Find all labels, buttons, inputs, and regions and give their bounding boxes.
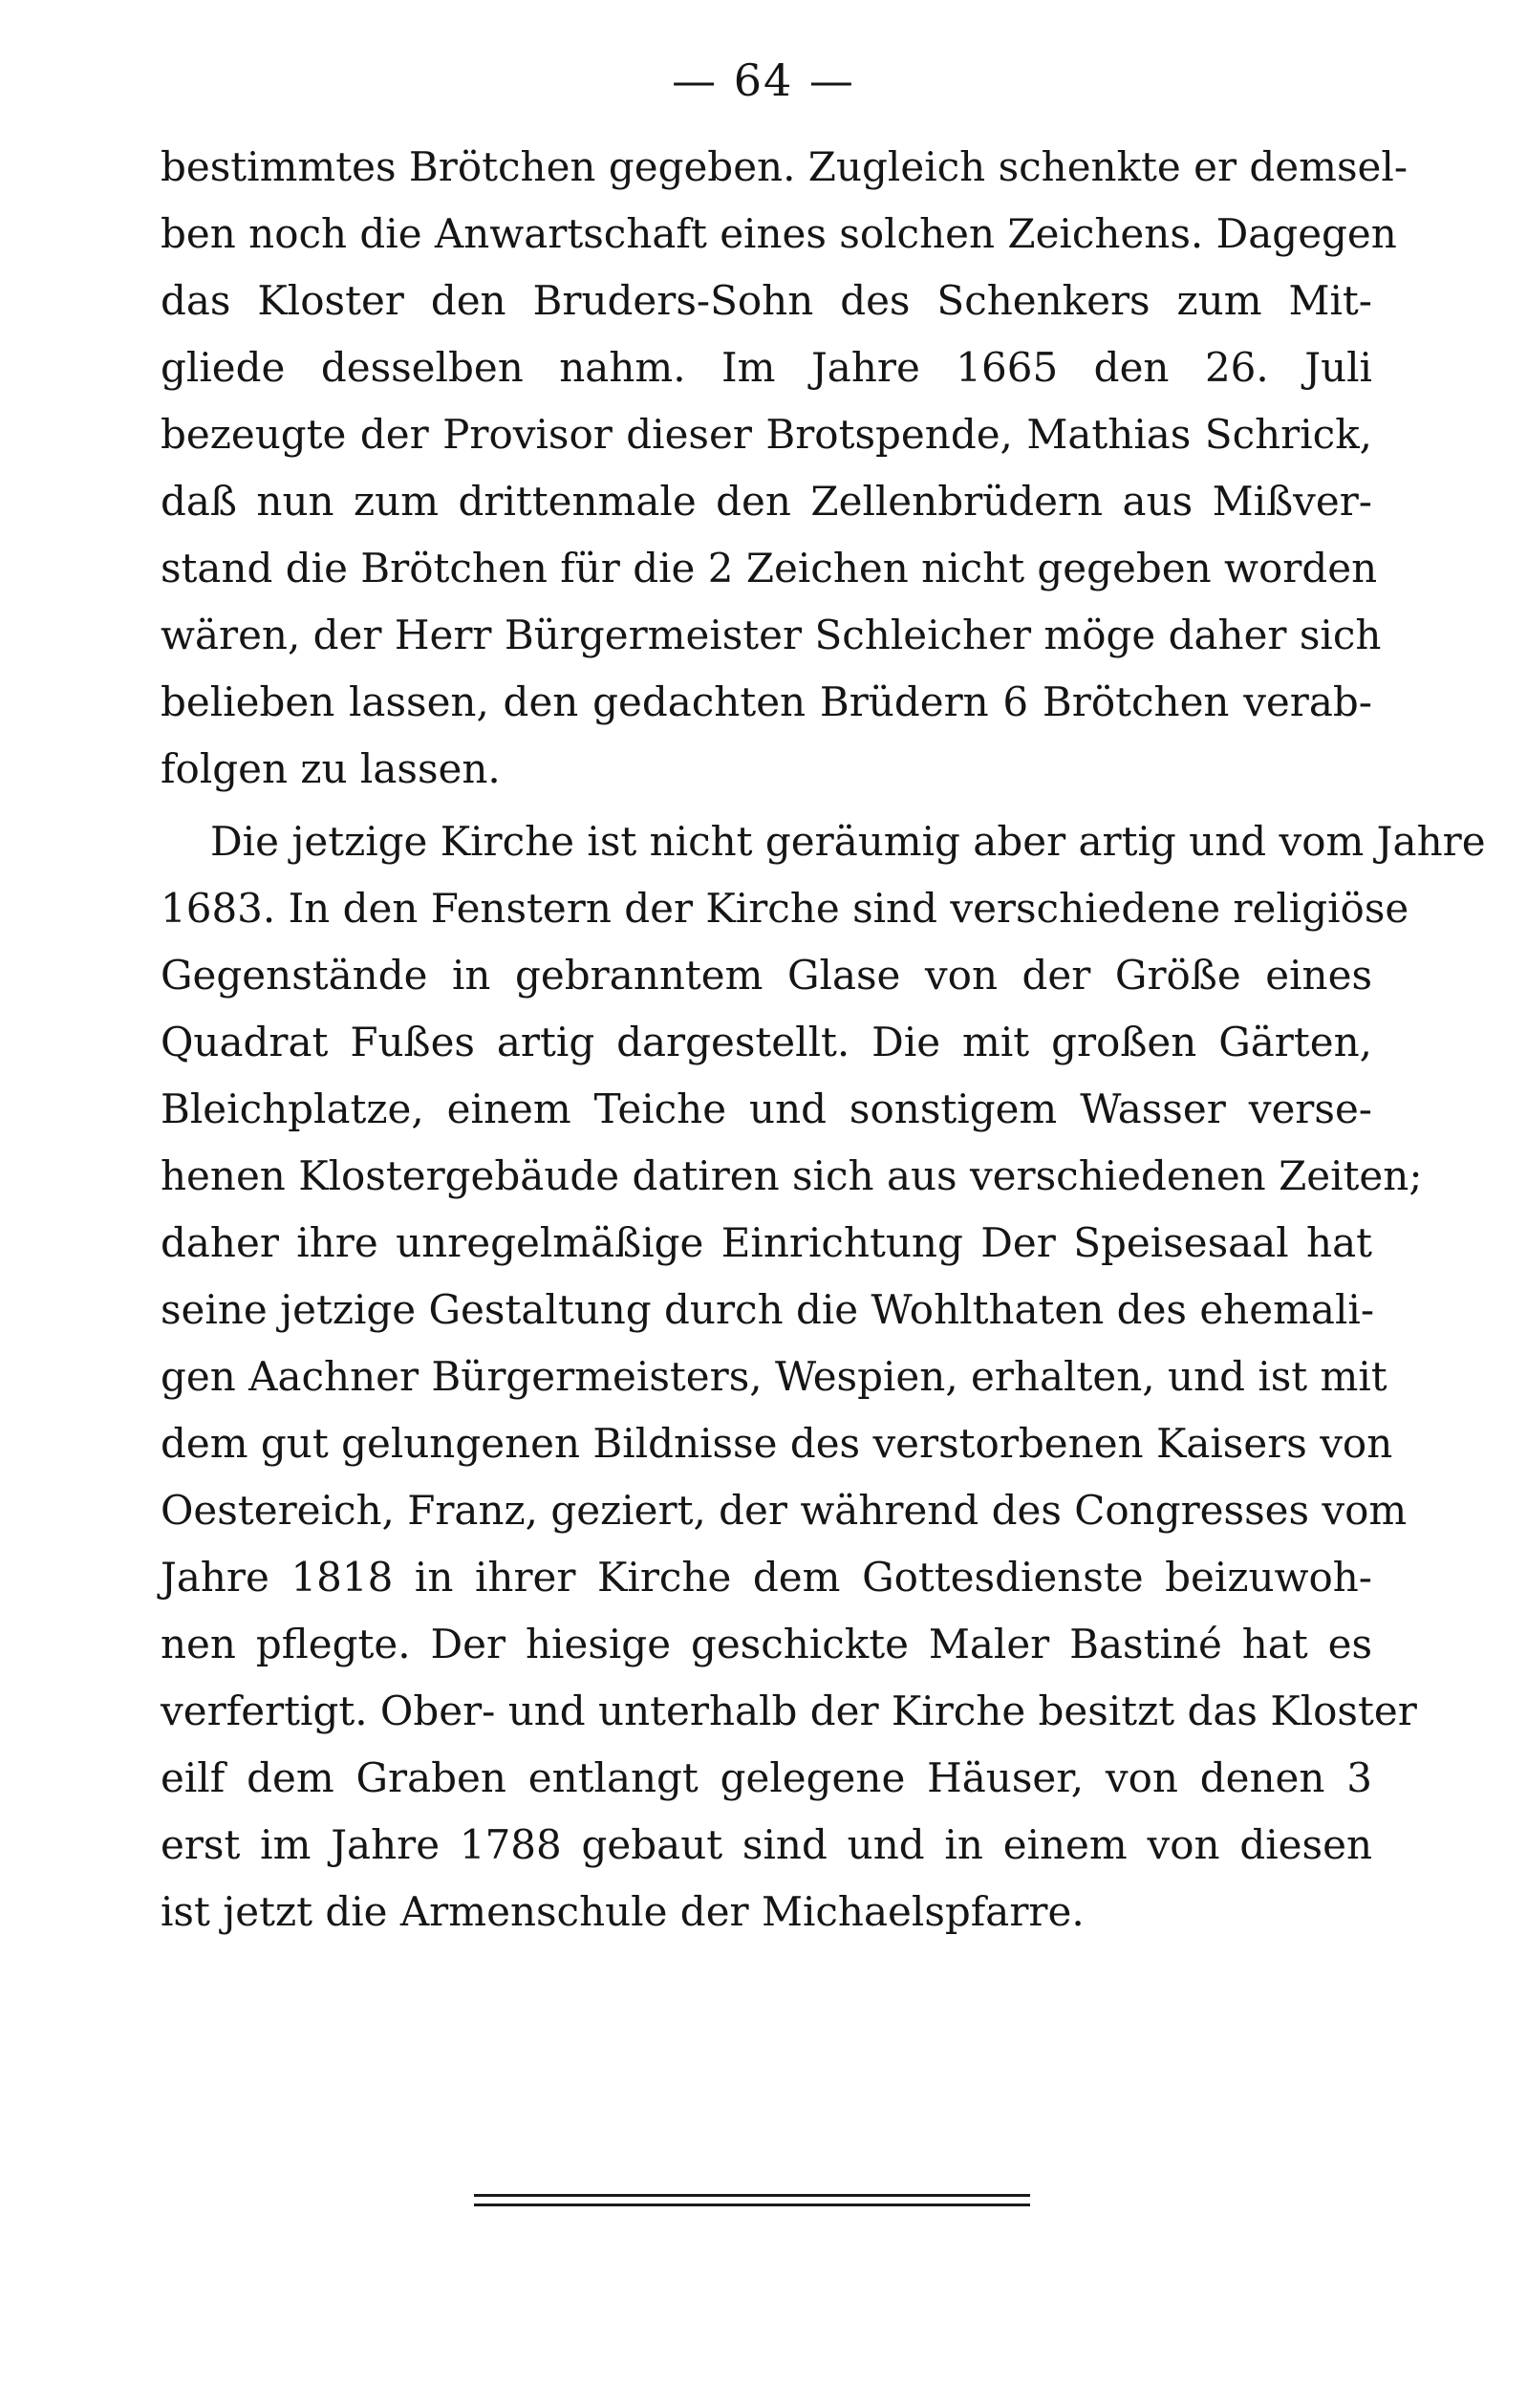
text-line: gen Aachner Bürgermeisters, Wespien, erhalten, und ist mit (161, 1353, 1387, 1400)
text-line: Die jetzige Kirche ist nicht geräumig aber artig und vom Jahre (210, 818, 1486, 865)
paragraph (161, 134, 1409, 803)
text-line: folgen zu lassen. (161, 745, 501, 792)
text-line: verfertigt. Ober- und unterhalb der Kirche besitzt das Kloster (161, 1688, 1417, 1734)
text-line: Jahre 1818 in ihrer Kirche dem Gottesdienste beizuwoh- (161, 1554, 1372, 1601)
text-line: dem gut gelungenen Bildnisse des verstorbenen Kaisers von (161, 1420, 1393, 1467)
text-line: bezeugte der Provisor dieser Brotspende, Mathias Schrick, (161, 411, 1372, 458)
text-line: henen Klostergebäude datiren sich aus verschiedenen Zeiten; (161, 1152, 1423, 1199)
text-line: erst im Jahre 1788 gebaut sind und in einem von diesen (161, 1821, 1372, 1868)
text-body (161, 134, 1486, 1946)
text-line: belieben lassen, den gedachten Brüdern 6 Brötchen verab- (161, 678, 1372, 725)
page-header (0, 42, 1527, 118)
text-line: Bleichplatze, einem Teiche und sonstigem Wasser verse- (161, 1086, 1372, 1132)
text-line: Quadrat Fußes artig dargestellt. Die mit großen Gärten, (161, 1019, 1372, 1065)
text-line: gliede desselben nahm. Im Jahre 1665 den 26. Juli (161, 344, 1372, 391)
text-line: Oestereich, Franz, geziert, der während des Congresses vom (161, 1487, 1408, 1534)
text-line: daher ihre unregelmäßige Einrichtung Der Speisesaal hat (161, 1219, 1372, 1266)
text-line: wären, der Herr Bürgermeister Schleicher möge daher sich (161, 612, 1382, 658)
page-number: — 64 — (672, 54, 855, 106)
text-line: Gegenstände in gebranntem Glase von der Größe eines (161, 952, 1372, 999)
text-line: ist jetzt die Armenschule der Michaelspfarre. (161, 1888, 1085, 1935)
text-line: das Kloster den Bruders-Sohn des Schenkers zum Mit- (161, 277, 1372, 324)
text-line: 1683. In den Fenstern der Kirche sind verschiedene religiöse (161, 885, 1409, 932)
text-line: bestimmtes Brötchen gegeben. Zugleich schenkte er demsel- (161, 143, 1409, 190)
text-line: stand die Brötchen für die 2 Zeichen nicht gegeben worden (161, 545, 1378, 591)
section-divider (474, 2194, 1030, 2197)
text-line: nen pflegte. Der hiesige geschickte Maler Bastiné hat es (161, 1621, 1372, 1667)
text-line: ben noch die Anwartschaft eines solchen Zeichens. Dagegen (161, 210, 1397, 257)
section-divider (474, 2204, 1030, 2206)
text-line: daß nun zum drittenmale den Zellenbrüdern aus Mißver- (161, 478, 1372, 525)
text-line: eilf dem Graben entlangt gelegene Häuser, von denen 3 (161, 1754, 1372, 1801)
paragraph (161, 808, 1486, 1946)
text-line: seine jetzige Gestaltung durch die Wohlthaten des ehemali- (161, 1286, 1375, 1333)
